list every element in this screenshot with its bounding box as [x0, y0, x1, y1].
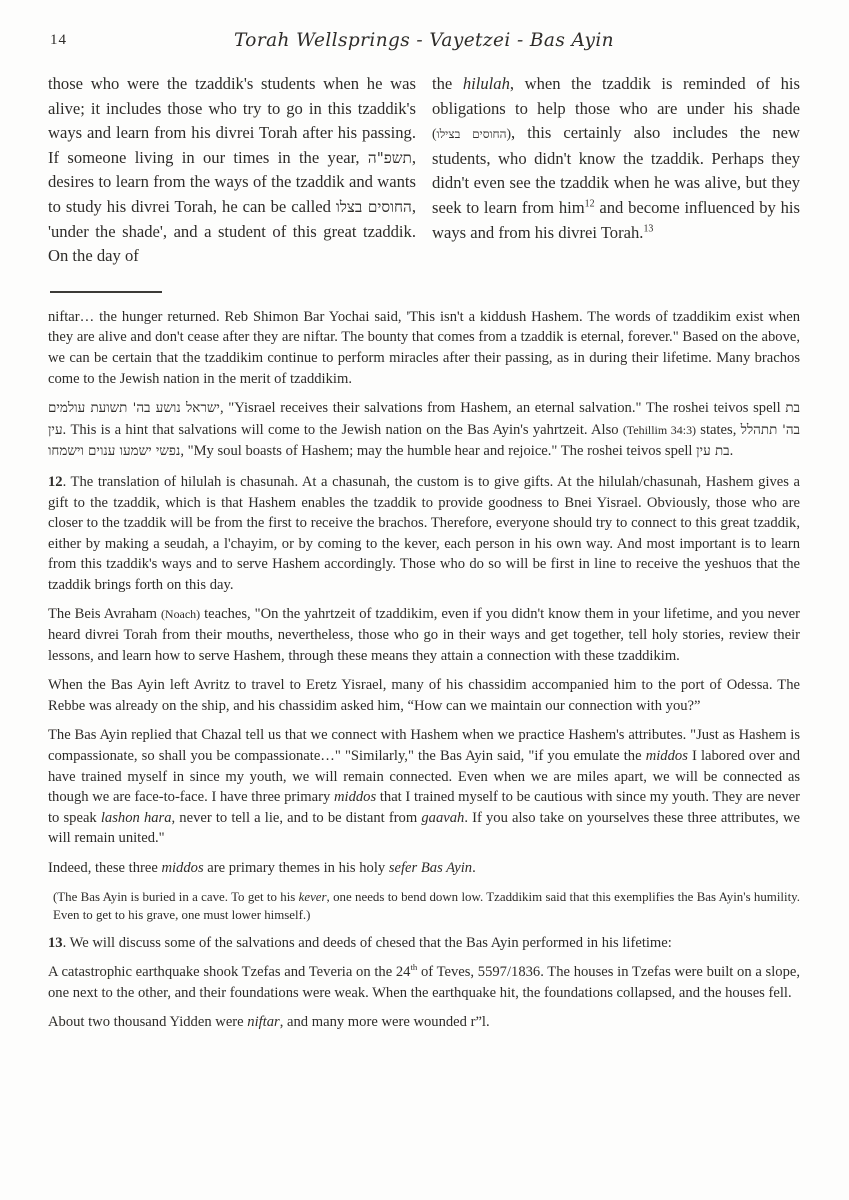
text-run: 12: [48, 473, 63, 490]
text-run: When the Bas Ayin left Avritz to travel to Eretz Yisrael, many of his chassidim accompanied him to the port of Odessa. The Rebbe was already on the ship, and his chassidim asked him, “How can we maintain our connection with you?”: [48, 677, 800, 714]
text-run: (: [432, 126, 437, 142]
text-run: of Teves, 5597/1836. The houses in Tzefas were built on a slope, one next to the other, and their foundations were weak. When the earthquake hit, the foundations collapsed, and the houses fell.: [48, 964, 800, 1001]
text-run: hilulah: [462, 74, 510, 93]
footnote-13: [48, 933, 800, 954]
text-run: ): [506, 126, 512, 142]
text-run: .: [472, 860, 476, 876]
text-run: , "Yisrael receives their salvations from Hashem, an eternal salvation." The roshei teivos spell: [219, 400, 786, 417]
text-run: states,: [696, 421, 741, 438]
text-run: , this certainly also includes the new students, who didn't know the tzaddik. Perhaps they didn't even see the tzaddik when he was alive, but they seek to learn from him: [432, 123, 800, 217]
text-run: are primary themes in his holy: [203, 860, 389, 876]
text-run: The Bas Ayin replied that Chazal tell us that we connect with Hashem when we practice Hashem's attributes. "Just as Hashem is compassionate, so shall you be compassionate…" "Similarly," the Bas Ayin said, "if you emulate the: [48, 727, 800, 765]
text-run: 12: [584, 198, 595, 210]
text-run: the: [432, 74, 463, 93]
text-run: . We will discuss some of the salvations and deeds of chesed that the Bas Ayin performed in his lifetime:: [62, 934, 672, 951]
footnotes-section: [48, 307, 800, 1033]
text-run: בת עין: [696, 444, 730, 460]
text-run: ישראל נושע בה' תשועת עולמים: [48, 401, 220, 417]
text-run: 13: [643, 223, 654, 235]
text-run: תשפ"ה: [367, 148, 412, 167]
text-run: . This is a hint that salvations will come to the Jewish nation on the Bas Ayin's yahrtzeit. Also: [62, 421, 623, 438]
footnote-indeed: [48, 858, 800, 879]
text-run: , "My soul boasts of Hashem; may the humble hear and rejoice." The roshei teivos spell: [180, 443, 697, 460]
text-run: kever: [298, 889, 327, 904]
footnote-reply: [48, 725, 800, 849]
text-run: th: [410, 962, 418, 973]
left-column: [48, 72, 416, 269]
footnote-beis-avraham: [48, 604, 800, 666]
text-run: (Noach): [160, 607, 201, 622]
text-run: and become influenced by his ways and from his divrei Torah.: [432, 197, 800, 242]
text-run: niftar… the hunger returned. Reb Shimon Bar Yochai said, 'This isn't a kiddush Hashem. The words of tzaddikim exist when they are alive and don't cease after they are niftar. The bounty that comes from a tzaddik is eternal, forever." Based on the above, we can be certain that the tzaddikim continue to perform miracles after their passing, as in during their lifetime. Many brachos come to the Jewish nation in the merit of tzaddikim.: [48, 308, 800, 387]
text-run: , never to tell a lie, and to be distant from: [171, 809, 422, 826]
text-run: בת עין: [48, 401, 800, 438]
text-run: middos: [161, 860, 204, 876]
footnote-cave-note: [48, 888, 800, 924]
text-run: middos: [333, 789, 377, 806]
text-run: lashon hara: [100, 809, 172, 826]
text-run: I labored over and have trained myself in since my youth, we will remain connected. Even when we are miles apart, we will be connected as though we are face-to-face. I have three primary: [48, 748, 800, 806]
text-run: , desires to learn from the ways of the tzaddik and wants to study his divrei Torah, he can be called: [48, 147, 416, 216]
page-header: [48, 30, 800, 56]
text-run: sefer Bas Ayin: [388, 860, 473, 876]
text-run: החוסים בצילו: [436, 127, 507, 142]
footnote-divider: [50, 291, 162, 293]
text-run: those who were the tzaddik's students when he was alive; it includes those who try to go in this tzaddik's ways and learn from his divrei Torah after his passing. If someone living in our times in the year,: [48, 74, 416, 167]
footnote-yisrael-nosha: [48, 398, 800, 463]
footnote-earthquake: [48, 962, 800, 1003]
footnote-odessa: [48, 675, 800, 716]
page-title: Torah Wellsprings - Vayetzei - Bas Ayin: [234, 30, 614, 51]
text-run: . The translation of hilulah is chasunah. At a chasunah, the custom is to give gifts. At the hilulah/chasunah, Hashem gives a gift to the tzaddik, which is that Hashem enables the tzaddik to provide goodness to Bnei Yisrael. Obviously, those who are closer to the tzaddik will be from the first to receive the brachos. Therefore, everyone should try to connect to this great tzaddik, either by making a seudah, a l'chayim, or by coming to the kever, each person in his own way. And most important is to learn from this tzaddik's ways and to serve Hashem accordingly. Those who do so will be first in line to receive the yeshuos that the tzaddik brings forth on this day.: [48, 473, 800, 593]
text-run: , 'under the shade', and a student of this great tzaddik. On the day of: [48, 196, 416, 266]
right-column: [432, 72, 800, 269]
text-run: 13: [48, 934, 63, 951]
text-run: (Tehillim 34:3): [622, 422, 697, 437]
page-number: 14: [50, 32, 67, 48]
footnote-niftar-count: [48, 1012, 800, 1033]
text-run: , and many more were wounded r”l.: [279, 1014, 490, 1031]
text-run: niftar: [247, 1014, 280, 1031]
footnote-continuation: [48, 307, 800, 389]
footnote-12: [48, 472, 800, 596]
text-run: A catastrophic earthquake shook Tzefas and Teveria on the 24: [48, 964, 411, 981]
text-run: .: [729, 443, 734, 460]
text-run: that I trained myself to be cautious with since my youth. They are never to speak: [48, 789, 800, 826]
text-run: gaavah: [421, 809, 465, 826]
text-run: החוסים בצלו: [335, 197, 412, 216]
text-run: , when the tzaddik is reminded of his obligations to help those who are under his shade: [432, 74, 800, 118]
text-run: About two thousand Yidden were: [48, 1014, 248, 1031]
text-run: The Beis Avraham: [48, 606, 161, 623]
text-run: middos: [645, 748, 688, 765]
text-run: , one needs to bend down low. Tzaddikim said that this exemplifies the Bas Ayin's humility. Even to get to his grave, one must lower himself.): [53, 889, 800, 922]
text-run: teaches, "On the yahrtzeit of tzaddikim, even if you didn't know them in your lifetime, and you never heard divrei Torah from their mouths, nevertheless, those who go in their ways and get together, tell holy stories, review their lessons, and learn how to serve Hashem, through these means they attain a connection with these tzaddikim.: [48, 606, 800, 664]
text-run: (The Bas Ayin is buried in a cave. To get to his: [53, 889, 299, 904]
main-two-column-text: [48, 72, 800, 269]
text-run: בה' תתהלל נפשי ישמעו ענוים וישמחו: [48, 422, 801, 460]
text-run: . If you also take on yourselves these three attributes, we will remain united.": [48, 809, 800, 847]
text-run: Indeed, these three: [48, 860, 162, 876]
